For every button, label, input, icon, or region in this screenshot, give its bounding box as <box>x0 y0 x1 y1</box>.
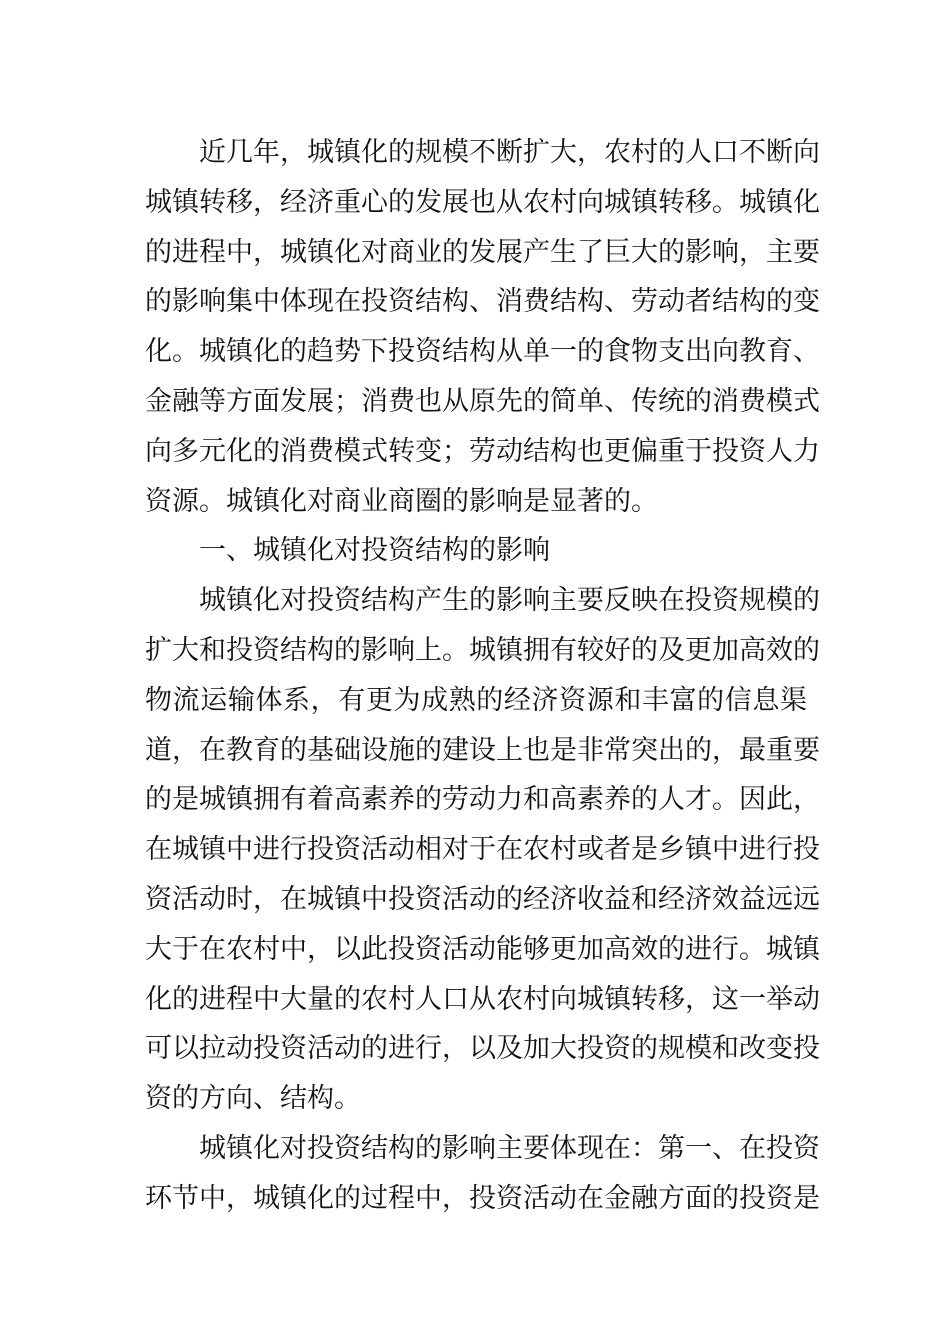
text-line: 资源。城镇化对商业商圈的影响是显著的。 <box>145 485 658 517</box>
text-line: 一、城镇化对投资结构的影响 <box>199 535 550 567</box>
text-line: 可以拉动投资活动的进行，以及加大投资的规模和改变投 <box>145 1033 820 1065</box>
text-line: 物流运输体系，有更为成熟的经济资源和丰富的信息渠 <box>145 684 807 716</box>
text-line: 的是城镇拥有着高素养的劳动力和高素养的人才。因此， <box>145 784 820 816</box>
text-line: 城镇化对投资结构的影响主要体现在：第一、在投资 <box>199 1132 820 1164</box>
text-line: 向多元化的消费模式转变；劳动结构也更偏重于投资人力 <box>145 435 820 467</box>
text-line: 资的方向、结构。 <box>145 1083 361 1115</box>
text-line: 城镇转移，经济重心的发展也从农村向城镇转移。城镇化 <box>145 186 820 218</box>
text-line: 大于在农村中，以此投资活动能够更加高效的进行。城镇 <box>145 933 820 965</box>
text-line: 扩大和投资结构的影响上。城镇拥有较好的及更加高效的 <box>145 634 820 666</box>
text-line: 金融等方面发展；消费也从原先的简单、传统的消费模式 <box>145 385 820 417</box>
text-line: 道，在教育的基础设施的建设上也是非常突出的，最重要 <box>145 734 820 766</box>
text-line: 近几年，城镇化的规模不断扩大，农村的人口不断向 <box>199 137 820 168</box>
text-line: 资活动时，在城镇中投资活动的经济收益和经济效益远远 <box>145 883 820 915</box>
text-line: 的影响集中体现在投资结构、消费结构、劳动者结构的变 <box>145 286 820 318</box>
text-line: 化。城镇化的趋势下投资结构从单一的食物支出向教育、 <box>145 336 820 368</box>
text-line: 在城镇中进行投资活动相对于在农村或者是乡镇中进行投 <box>145 834 820 866</box>
document-body <box>145 128 820 1224</box>
text-line: 环节中，城镇化的过程中，投资活动在金融方面的投资是 <box>145 1182 820 1214</box>
text-line: 化的进程中大量的农村人口从农村向城镇转移，这一举动 <box>145 983 820 1015</box>
text-line: 的进程中，城镇化对商业的发展产生了巨大的影响，主要 <box>145 236 820 268</box>
text-line: 城镇化对投资结构产生的影响主要反映在投资规模的 <box>199 585 820 617</box>
